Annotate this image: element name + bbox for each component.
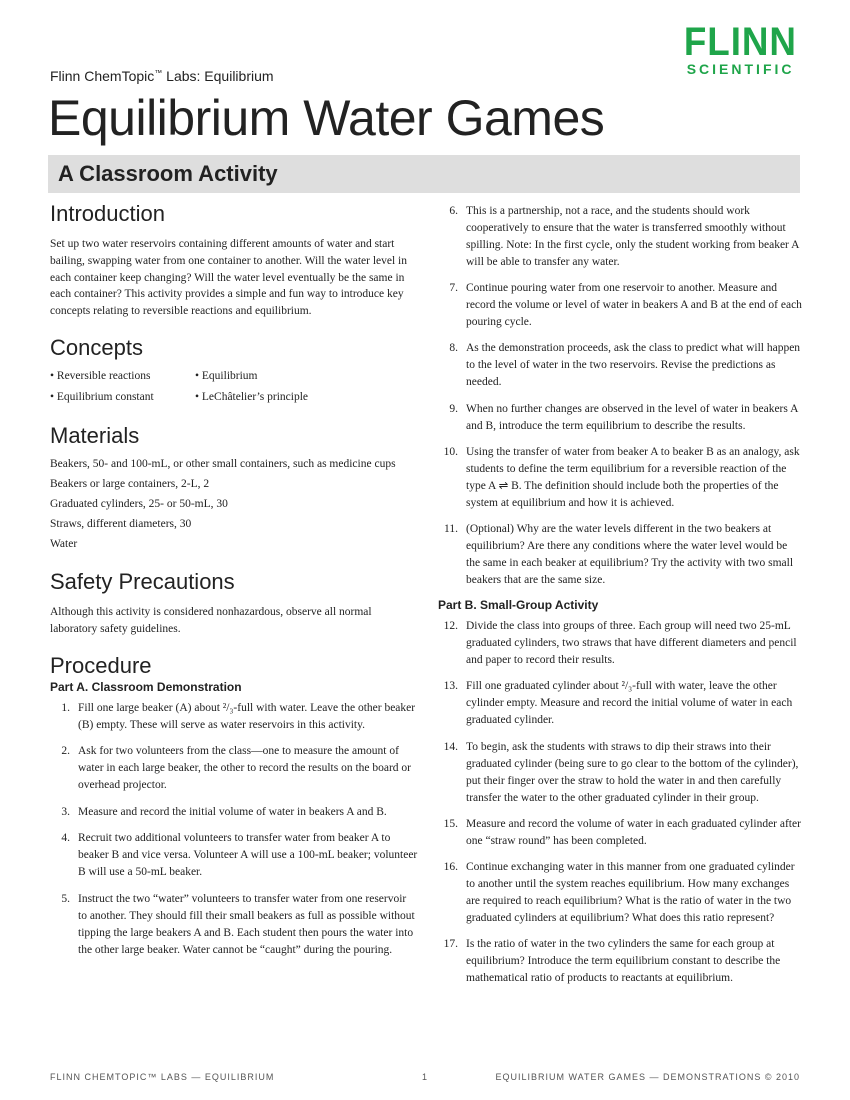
intro-text: Set up two water reservoirs containing different amounts of water and start bailing, swapping water from one container to another. Will the water level in each container keep changing? Will the water level eventually be the same in each container? This activity provides a simple and fun way to introduce key concepts relating to reversible reactions and equilibrium.: [50, 238, 407, 318]
procedure-step: 6. This is a partnership, not a race, and the students should work cooperatively to ensure that the water is transferred smoothly without spilling. Note: In the first cycle, only the student working from beaker A will be able to transfer any water.: [449, 205, 799, 268]
procedure-step: 17. Is the ratio of water in the two cylinders the same for each group at equilibrium? Introduce the term equilibrium constant to describe the mathematical ratio of products to reactants at equilibrium.: [443, 938, 781, 985]
flinn-logo: [679, 22, 802, 76]
procedure-step: 15. Measure and record the volume of water in each graduated cylinder after one “straw round” has been completed.: [443, 817, 801, 847]
concepts-heading: Concepts: [50, 334, 143, 360]
safety-heading: Safety Precautions: [50, 568, 235, 594]
right-column: [438, 203, 802, 996]
material-item: Water: [50, 537, 78, 550]
materials-heading: Materials: [50, 422, 140, 448]
series-kicker: Flinn ChemTopic™ Labs: Equilibrium: [50, 68, 274, 84]
procedure-step: 10. Using the transfer of water from beaker A to beaker B as an analogy, ask students to define the term equilibrium for a reversible reaction of the type A ⇌ B. The definition should include both the properties of the system at equilibrium and how it is achieved.: [443, 445, 800, 509]
procedure-step: 7. Continue pouring water from one reservoir to another. Measure and record the volume or level of water in beakers A and B at the end of each pouring cycle.: [449, 282, 802, 329]
footer-left: FLINN CHEMTOPIC™ LABS — EQUILIBRIUM: [50, 1072, 275, 1082]
material-item: Beakers or large containers, 2-L, 2: [50, 477, 210, 490]
safety-section: [50, 568, 418, 638]
subtitle: A Classroom Activity: [58, 161, 278, 186]
materials-section: [50, 422, 418, 554]
procedure-step: 3. Measure and record the initial volume of water in beakers A and B.: [61, 805, 387, 818]
part-a-heading: Part A. Classroom Demonstration: [50, 679, 242, 694]
procedure-step: 1. Fill one large beaker (A) about ²/₃-full with water. Leave the other beaker (B) empty. These will serve as water reservoirs in this activity.: [61, 701, 416, 731]
procedure-step: 5. Instruct the two “water” volunteers to transfer water from one reservoir to another. They should fill their small beakers as full as possible without tipping the large beakers A and B. Each student then pours the water into the other large beaker. Water cannot be “caught” during the pouring.: [61, 892, 415, 956]
procedure-step: 4. Recruit two additional volunteers to transfer water from beaker A to beaker B and vice versa. Volunteer A will use a 100-mL beaker; volunteer B will use a 50-mL beaker.: [61, 832, 418, 879]
concept-item: • Equilibrium: [195, 369, 258, 382]
footer-right: EQUILIBRIUM WATER GAMES — DEMONSTRATIONS © 2010: [495, 1072, 800, 1082]
part-b-heading: Part B. Small-Group Activity: [438, 598, 599, 613]
procedure-step: 13. Fill one graduated cylinder about ²/₃-full with water, leave the other cylinder empty. Measure and record the initial volume of water in each graduated cylinder.: [443, 680, 793, 727]
logo-line2: SCIENTIFIC: [686, 61, 795, 77]
procedure-step: 2. Ask for two volunteers from the class—one to measure the amount of water in each large beaker, the other to record the results on the board or overhead projector.: [61, 745, 412, 792]
procedure-step: 11. (Optional) Why are the water levels different in the two beakers at equilibrium? Are there any conditions where the water level would be the same in each beaker at equilibrium? Try the activity with two small beakers that are the same size.: [444, 522, 794, 586]
concepts-list: [50, 366, 418, 408]
procedure-step: 8. As the demonstration proceeds, ask the class to predict what will happen to the level of water in the two reservoirs. Revise the predictions as needed.: [449, 342, 801, 389]
procedure-step: 9. When no further changes are observed in the level of water in beakers A and B, introduce the term equilibrium to describe the results.: [449, 402, 798, 432]
footer-page-number: 1: [422, 1072, 429, 1082]
left-column: [50, 200, 418, 968]
procedure-step: 16. Continue exchanging water in this manner from one graduated cylinder to another until the system reaches equilibrium. How many exchanges are required to reach equilibrium? What is the ratio of water in the two graduated cylinders at equilibrium? What does this ratio represent?: [443, 860, 795, 924]
materials-list: [50, 454, 418, 554]
intro-section: [50, 200, 418, 320]
concept-item: • Reversible reactions: [50, 369, 151, 382]
subtitle-band: [48, 155, 800, 193]
page-title: Equilibrium Water Games: [48, 90, 605, 146]
procedure-heading: Procedure: [50, 652, 152, 678]
logo-line1: FLINN: [684, 20, 798, 64]
concept-item: • Equilibrium constant: [50, 390, 154, 403]
procedure-step: 14. To begin, ask the students with straws to dip their straws into their graduated cylinder (being sure to go clear to the bottom of the cylinder), put their finger over the straw to hold the water in and then carefully transfer the water to the other graduated cylinder in their group.: [443, 740, 799, 804]
procedure-step: 12. Divide the class into groups of three. Each group will need two 25-mL graduated cylinders, two straws that have different diameters and pencil and paper to record their results.: [443, 620, 797, 667]
concept-item: • LeChâtelier’s principle: [195, 390, 309, 403]
concepts-section: [50, 334, 418, 408]
safety-text: Although this activity is considered nonhazardous, observe all normal laboratory safety guidelines.: [50, 605, 372, 635]
procedure-section: [50, 652, 418, 959]
material-item: Graduated cylinders, 25- or 50-mL, 30: [50, 497, 228, 510]
material-item: Straws, different diameters, 30: [50, 517, 192, 530]
intro-heading: Introduction: [50, 201, 165, 226]
material-item: Beakers, 50- and 100-mL, or other small containers, such as medicine cups: [50, 457, 396, 470]
